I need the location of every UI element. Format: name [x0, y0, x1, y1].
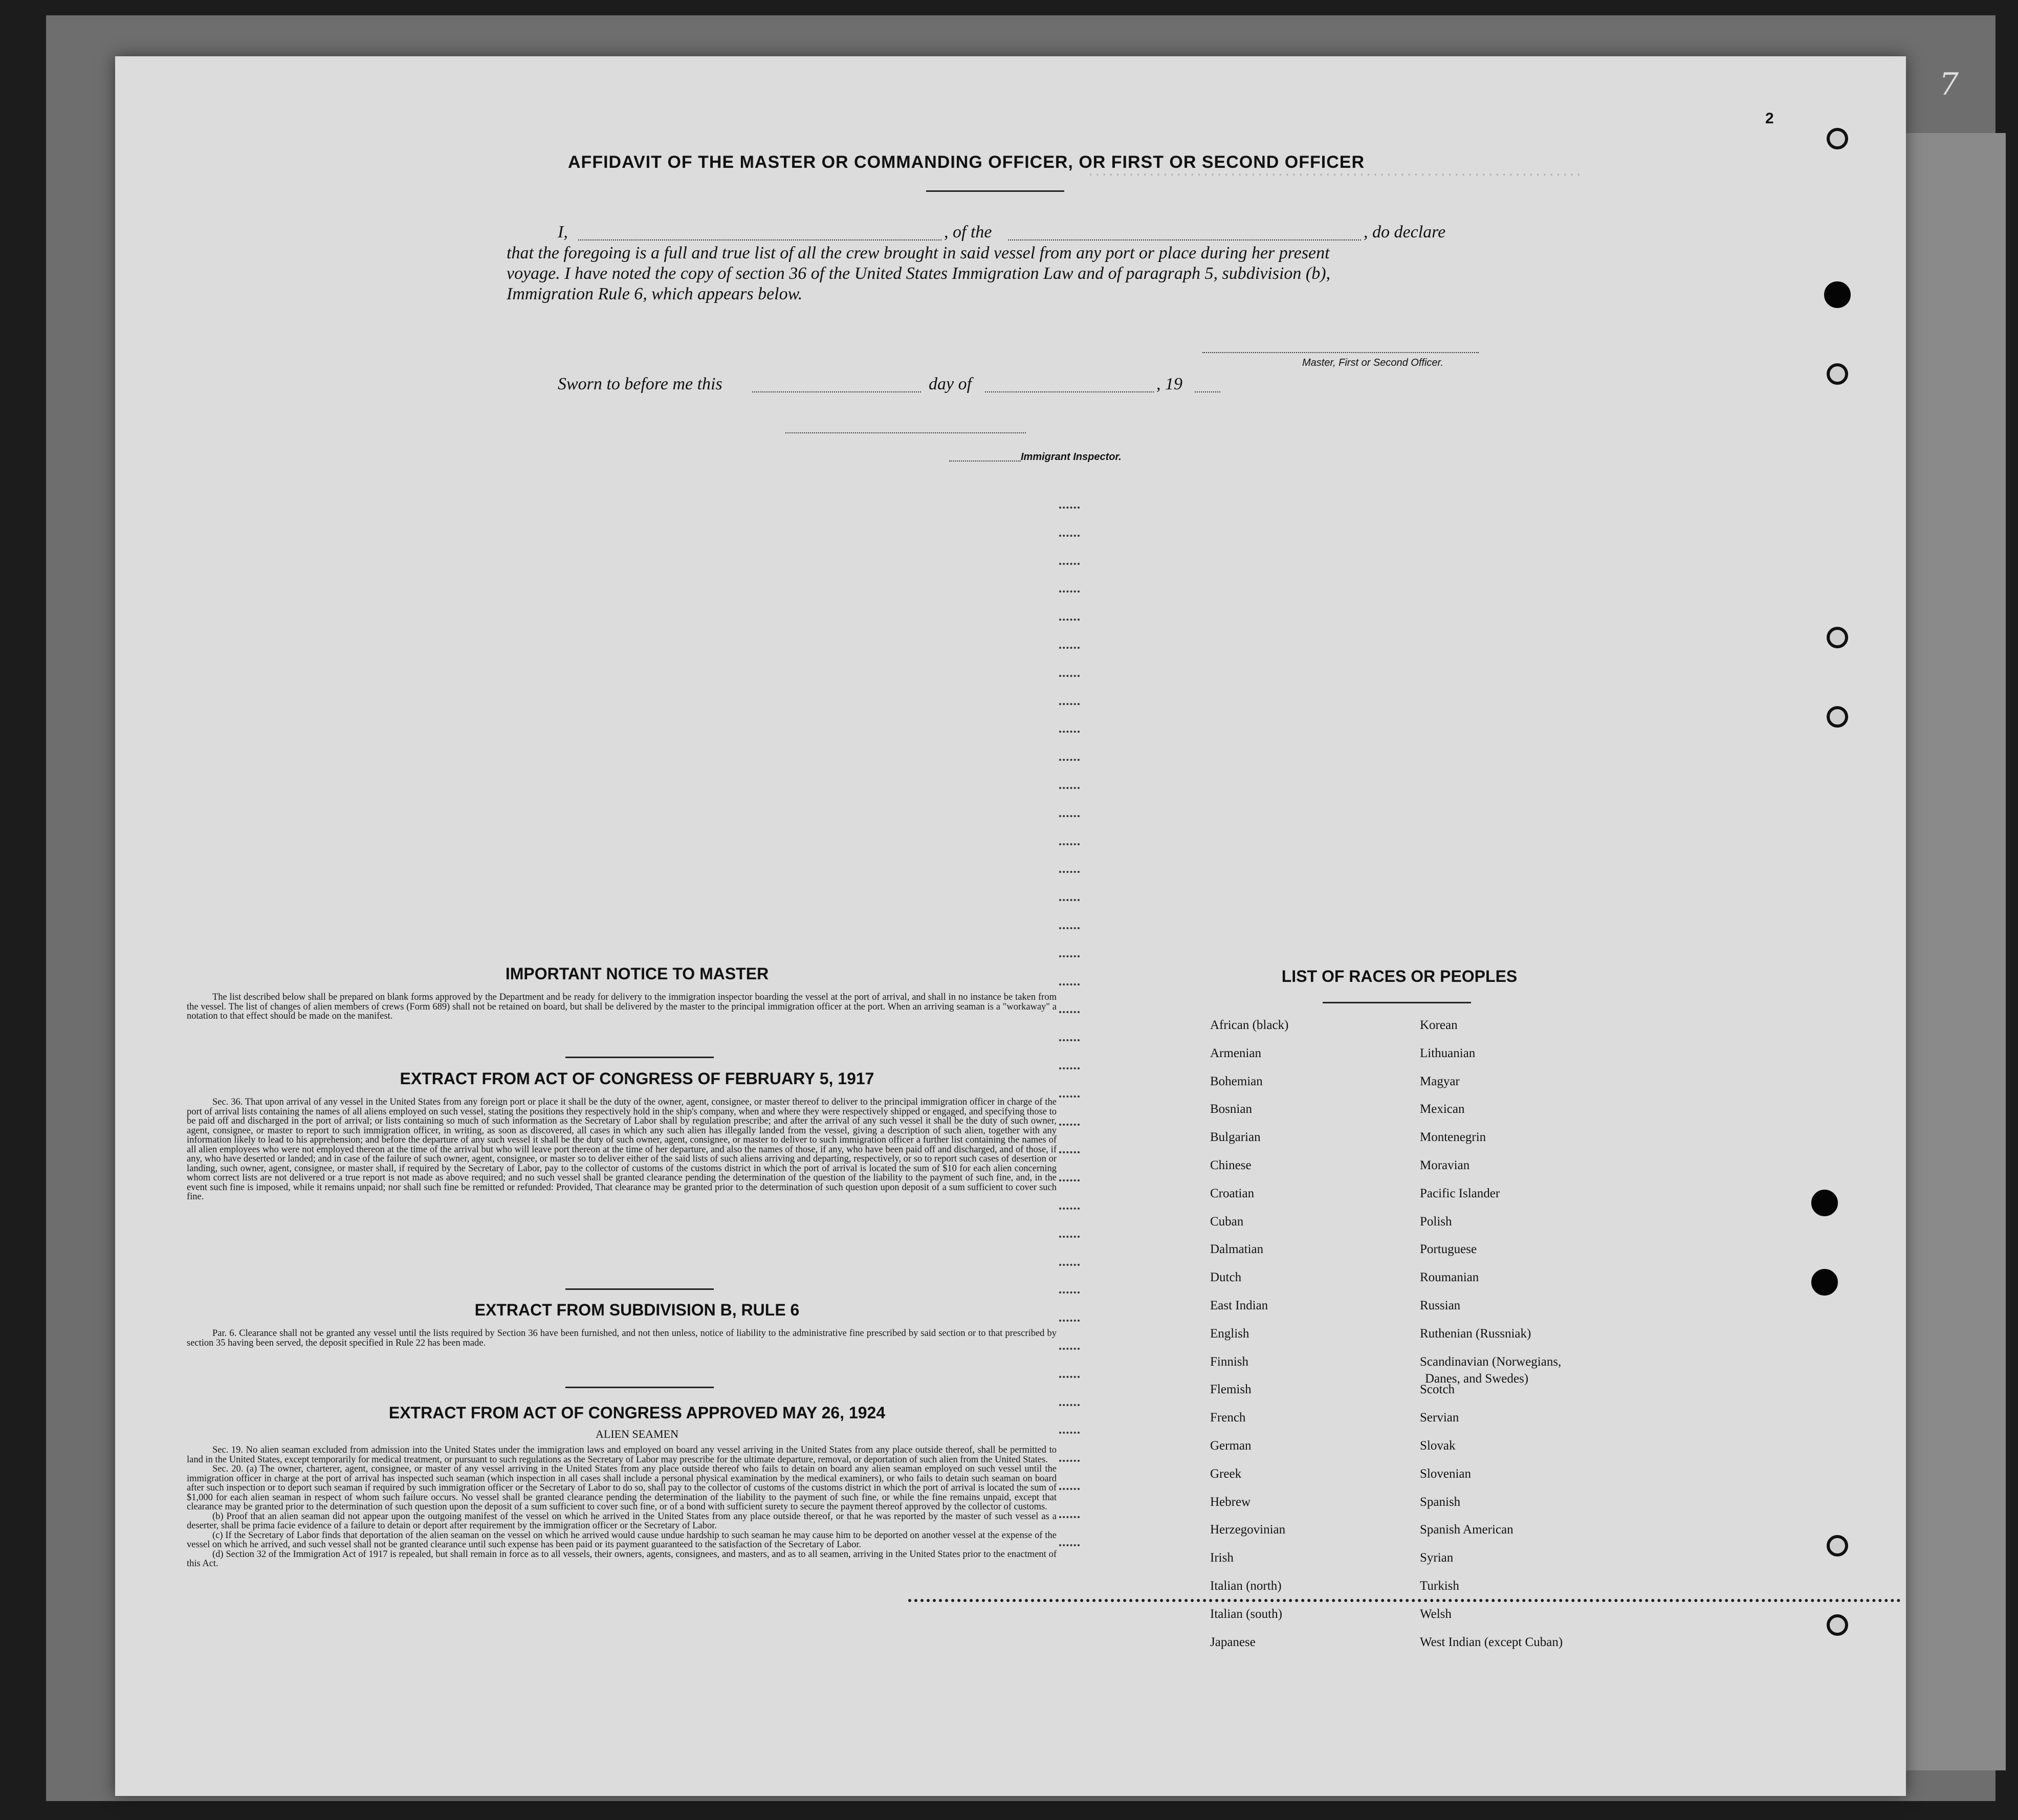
race-item: Moravian — [1420, 1158, 1470, 1172]
race-item: Italian (south) — [1210, 1607, 1282, 1621]
race-item: Slovenian — [1420, 1466, 1471, 1481]
rule6-title: EXTRACT FROM SUBDIVISION B, RULE 6 — [474, 1301, 800, 1319]
race-item: Chinese — [1210, 1158, 1252, 1172]
dot-mark — [1059, 983, 1080, 985]
race-item: East Indian — [1210, 1299, 1268, 1312]
act1924-sec20c: (c) If the Secretary of Labor finds that deportation of the alien seaman on the vessel on which he arrived would cause undue hardship to such seaman he may cause him to be deported on another vessel at the expense of the vessel on which he arrived, and such vessel shall not be granted clearance until such expense has been paid or its payment guaranteed to the satisfaction of the Secretary of Labor. — [187, 1530, 1057, 1550]
dot-mark — [1059, 759, 1080, 761]
act1917-paragraph: Sec. 36. That upon arrival of any vessel in the United States from any foreign port or place it shall be the duty of the owner, agent, consignee, or master thereof to deliver to the principal immigration officer in charge of the port of arrival lists containing the names of all aliens employed on such vessel, stating the positions they respectively hold in the ship's company, when and where they were respectively shipped or engaged, and specifying those to be paid off and discharged in the port of arrival; or lists containing so much of such information as the Secretary of Labor shall by regulation prescribe; and after the arrival of any such vessel it shall be the duty of such owner, agent, consignee, or master to report to such immigration officer, in writing, as soon as discovered, all cases in which any such alien has illegally landed from the vessel, giving a description of such alien, together with any information likely to lead to his apprehension; and before the departure of any such vessel it shall be the duty of such owner, agent, consignee, or master to deliver to such immigration officer a further list containing the names of all alien employees who were not employed thereon at the time of the arrival but who will leave port thereon at the time of her departure, and also the names of those, if any, who have been paid off and discharged, and of those, if any, who have deserted or landed; and in case of the failure of such owner, agent, consignee, or master so to deliver either of the said lists of such aliens arriving and departing, respectively, or so to report such cases of desertion or landing, such owner, agent, consignee, or master shall, if required by the Secretary of Labor, pay to the collector of customs of the customs district in which the port of arrival is located the sum of $10 for each alien concerning whom correct lists are not delivered or a true report is not made as above required; and no such vessel shall be granted clearance pending the determination of the question of the liability to the payment of such fine, and, in the event such fine is imposed, while it remains unpaid; nor shall such fine be remitted or refunded: Provided, That clearance may be granted prior to the determination of such question upon deposit of a sum sufficient to cover such fine. — [187, 1097, 1057, 1202]
vessel-field[interactable] — [1008, 239, 1361, 240]
notice-text — [187, 993, 1057, 1021]
corner-mark: 7 — [1939, 67, 1959, 102]
dot-mark — [1059, 703, 1080, 705]
race-item: German — [1210, 1439, 1252, 1453]
race-item: Montenegrin — [1420, 1130, 1486, 1145]
dot-mark — [1059, 1011, 1080, 1013]
rule6-divider — [565, 1387, 714, 1388]
punch-hole — [1824, 281, 1851, 308]
dot-mark — [1059, 815, 1080, 817]
dot-mark — [1059, 871, 1080, 873]
dot-mark — [1059, 563, 1080, 565]
ghost-text: ········································································· — [1087, 169, 1582, 182]
dot-mark — [1059, 927, 1080, 929]
dot-mark — [1059, 899, 1080, 901]
affidavit-title: AFFIDAVIT OF THE MASTER OR COMMANDING OFFICER, OR FIRST OR SECOND OFFICER — [568, 152, 1365, 172]
dot-mark — [1059, 787, 1080, 789]
name-field[interactable] — [578, 239, 941, 240]
dot-mark — [1059, 1236, 1080, 1238]
race-item: Dalmatian — [1210, 1242, 1264, 1257]
dot-mark — [1059, 1544, 1080, 1546]
race-item: English — [1210, 1326, 1249, 1341]
race-item: Spanish American — [1420, 1523, 1513, 1537]
race-item: Dutch — [1210, 1270, 1242, 1285]
race-item: Turkish — [1420, 1579, 1459, 1593]
year-label: , 19 — [1156, 375, 1182, 393]
dotted-separator — [908, 1599, 1901, 1602]
race-item: Korean — [1420, 1018, 1458, 1032]
dot-mark — [1059, 843, 1080, 845]
race-item: Croatian — [1210, 1186, 1255, 1200]
punch-hole — [1827, 363, 1848, 385]
race-item: Cuban — [1210, 1214, 1244, 1229]
dot-mark — [1059, 1460, 1080, 1462]
notice-paragraph: The list described below shall be prepared on blank forms approved by the Department and be ready for delivery to the immigration inspector boarding the vessel at the port of arrival, and shall in no instance be taken from the vessel. The list of changes of alien members of crews (Form 689) shall not be retained on board, but shall be delivered by the master to the principal immigration officer at the port. When an arriving seaman is a "workaway" a notation to that effect should be made on the manifest. — [187, 992, 1057, 1021]
race-item: Pacific Islander — [1420, 1186, 1500, 1200]
act1924-title: EXTRACT FROM ACT OF CONGRESS APPROVED MAY 26, 1924 — [388, 1404, 886, 1422]
punch-hole — [1811, 1190, 1838, 1216]
race-item: Hebrew — [1210, 1495, 1251, 1509]
race-item: Scandinavian (Norwegians, — [1420, 1354, 1562, 1369]
sworn-label: Sworn to before me this — [558, 375, 722, 393]
race-item: Slovak — [1420, 1439, 1456, 1453]
dot-mark — [1059, 1264, 1080, 1266]
dot-mark — [1059, 1432, 1080, 1434]
punch-hole — [1811, 1269, 1838, 1296]
act1917-text — [187, 1098, 1057, 1202]
dot-mark — [1059, 1320, 1080, 1322]
title-underline — [926, 190, 1064, 192]
race-item: Bulgarian — [1210, 1130, 1261, 1145]
race-item: Ruthenian (Russniak) — [1420, 1326, 1531, 1341]
dot-mark — [1059, 1179, 1080, 1181]
race-item: French — [1210, 1411, 1246, 1425]
race-item: Welsh — [1420, 1607, 1452, 1621]
dot-mark — [1059, 731, 1080, 733]
race-item: Servian — [1420, 1411, 1459, 1425]
race-item: Herzegovinian — [1210, 1523, 1286, 1537]
act1924-sec20a: Sec. 20. (a) The owner, charterer, agent, consignee, or master of any vessel arriving in the United States from any place outside thereof who fails to detain on board any alien seaman employed on such vessel until the immigration officer in charge at the port of arrival has inspected such seaman (which inspection in all cases shall include a personal physical examination by the medical examiners), or who fails to detain such seaman on board after such inspection or to deport such seaman if required by such immigration officer or the Secretary of Labor to do so, shall pay to the collector of customs of the customs district in which the port of arrival is located the sum of $1,000 for each alien seaman in respect of whom such failure occurs. No vessel shall be granted clearance pending the determination of the liability to the payment of such fine, or while the fine remains unpaid, except that clearance may be granted prior to the determination of such question upon the deposit of a sum sufficient to cover such fine, or of a bond with sufficient surety to secure the payment thereof approved by the collector of customs. — [187, 1464, 1057, 1512]
dot-mark — [1059, 1376, 1080, 1378]
dot-mark — [1059, 1039, 1080, 1041]
affidavit-line-4: Immigration Rule 6, which appears below. — [507, 284, 803, 303]
act1924-sec20b: (b) Proof that an alien seaman did not appear upon the outgoing manifest of the vessel on which he arrived in the United States from any place outside thereof, or that he was reported by the master of such vessel as a deserter, shall be prima facie evidence of a failure to detain or deport after requirement by the immigration officer or the Secretary of Labor. — [187, 1511, 1057, 1531]
notice-title: IMPORTANT NOTICE TO MASTER — [505, 964, 769, 983]
race-item: Japanese — [1210, 1635, 1256, 1649]
act1917-divider — [565, 1288, 714, 1290]
sworn-month-field[interactable] — [985, 391, 1154, 392]
race-item: Armenian — [1210, 1046, 1261, 1060]
punch-hole — [1827, 128, 1848, 149]
punch-hole — [1827, 627, 1848, 648]
act1924-sec20d: (d) Section 32 of the Immigration Act of 1917 is repealed, but shall remain in force as to all vessels, their owners, agents, consignees, and masters, and as to all seamen, arriving in the United States prior to the enactment of this Act. — [187, 1549, 1057, 1569]
race-item: Greek — [1210, 1466, 1242, 1481]
race-item: Flemish — [1210, 1383, 1252, 1397]
rule6-paragraph: Par. 6. Clearance shall not be granted any vessel until the lists required by Section 36 have been furnished, and not then unless, notice of liability to the administrative fine prescribed by said section or to that prescribed by section 35 having been served, the deposit specified in Rule 22 has been made. — [187, 1328, 1057, 1348]
race-item: Scotch — [1420, 1383, 1455, 1397]
race-item: Syrian — [1420, 1551, 1454, 1565]
notice-divider — [565, 1057, 714, 1058]
dot-mark — [1059, 535, 1080, 537]
dot-mark — [1059, 507, 1080, 509]
race-item: Bohemian — [1210, 1074, 1263, 1088]
race-item: Irish — [1210, 1551, 1234, 1565]
dot-mark — [1059, 590, 1080, 593]
race-item: West Indian (except Cuban) — [1420, 1635, 1563, 1649]
dot-mark — [1059, 647, 1080, 649]
dot-mark — [1059, 1488, 1080, 1490]
dot-mark — [1059, 675, 1080, 677]
races-underline — [1323, 1002, 1471, 1003]
sworn-year-field[interactable] — [1195, 391, 1220, 392]
affidavit-of-the-label: , of the — [944, 223, 992, 242]
races-title: LIST OF RACES OR PEOPLES — [1281, 967, 1518, 985]
race-item: Italian (north) — [1210, 1579, 1282, 1593]
act1924-text — [187, 1445, 1057, 1569]
document-page — [115, 56, 1906, 1796]
dot-mark — [1059, 955, 1080, 957]
dot-mark — [1059, 1124, 1080, 1126]
dot-mark — [1059, 619, 1080, 621]
race-item: Finnish — [1210, 1354, 1249, 1369]
race-item: Russian — [1420, 1299, 1461, 1312]
race-item: Spanish — [1420, 1495, 1461, 1509]
dot-mark — [1059, 1516, 1080, 1518]
rule6-text — [187, 1329, 1057, 1348]
race-item: Roumanian — [1420, 1270, 1479, 1285]
act1917-title: EXTRACT FROM ACT OF CONGRESS OF FEBRUARY 5, 1917 — [400, 1069, 874, 1088]
race-item: African (black) — [1210, 1018, 1289, 1032]
race-item: Bosnian — [1210, 1102, 1252, 1116]
master-signature-caption: Master, First or Second Officer. — [1302, 357, 1444, 368]
act1924-subtitle: ALIEN SEAMEN — [596, 1428, 678, 1440]
punch-hole — [1827, 706, 1848, 728]
inspector-signature-field-short — [949, 461, 1021, 462]
page-number: 2 — [1765, 110, 1774, 127]
punch-hole — [1827, 1535, 1848, 1556]
race-item: Portuguese — [1420, 1242, 1477, 1257]
race-item: Mexican — [1420, 1102, 1465, 1116]
inspector-caption: Immigrant Inspector. — [1021, 451, 1122, 463]
dot-mark — [1059, 1291, 1080, 1293]
dot-mark — [1059, 1348, 1080, 1350]
affidavit-i-label: I, — [558, 223, 568, 242]
race-item: Lithuanian — [1420, 1046, 1476, 1060]
dot-mark — [1059, 1095, 1080, 1098]
race-item: Magyar — [1420, 1074, 1460, 1088]
act1924-sec19: Sec. 19. No alien seaman excluded from admission into the United States under the immigration laws and employed on board any vessel arriving in the United States from any place outside thereof, shall be permitted to land in the United States, except temporarily for medical treatment, or pursuant to such regulations as the Secretary of Labor may prescribe for the ultimate departure, removal, or deportation of such alien from the United States. — [187, 1445, 1057, 1465]
dot-mark — [1059, 1208, 1080, 1210]
dot-mark — [1059, 1067, 1080, 1069]
day-of-label: day of — [929, 375, 972, 393]
race-scandinavian-continued: Danes, and Swedes) — [1425, 1372, 1529, 1386]
affidavit-declare-label: , do declare — [1364, 223, 1446, 242]
affidavit-line-2: that the foregoing is a full and true list of all the crew brought in said vessel from any port or place during her present — [507, 244, 1330, 262]
dot-mark — [1059, 1404, 1080, 1406]
dot-mark — [1059, 1151, 1080, 1153]
race-item: Polish — [1420, 1214, 1452, 1229]
master-signature-field[interactable] — [1202, 352, 1479, 353]
sworn-day-field[interactable] — [752, 391, 921, 392]
inspector-signature-field[interactable] — [785, 432, 1026, 433]
affidavit-line-3: voyage. I have noted the copy of section 36 of the United States Immigration Law and of paragraph 5, subdivision (b), — [507, 264, 1331, 283]
punch-hole — [1827, 1614, 1848, 1636]
